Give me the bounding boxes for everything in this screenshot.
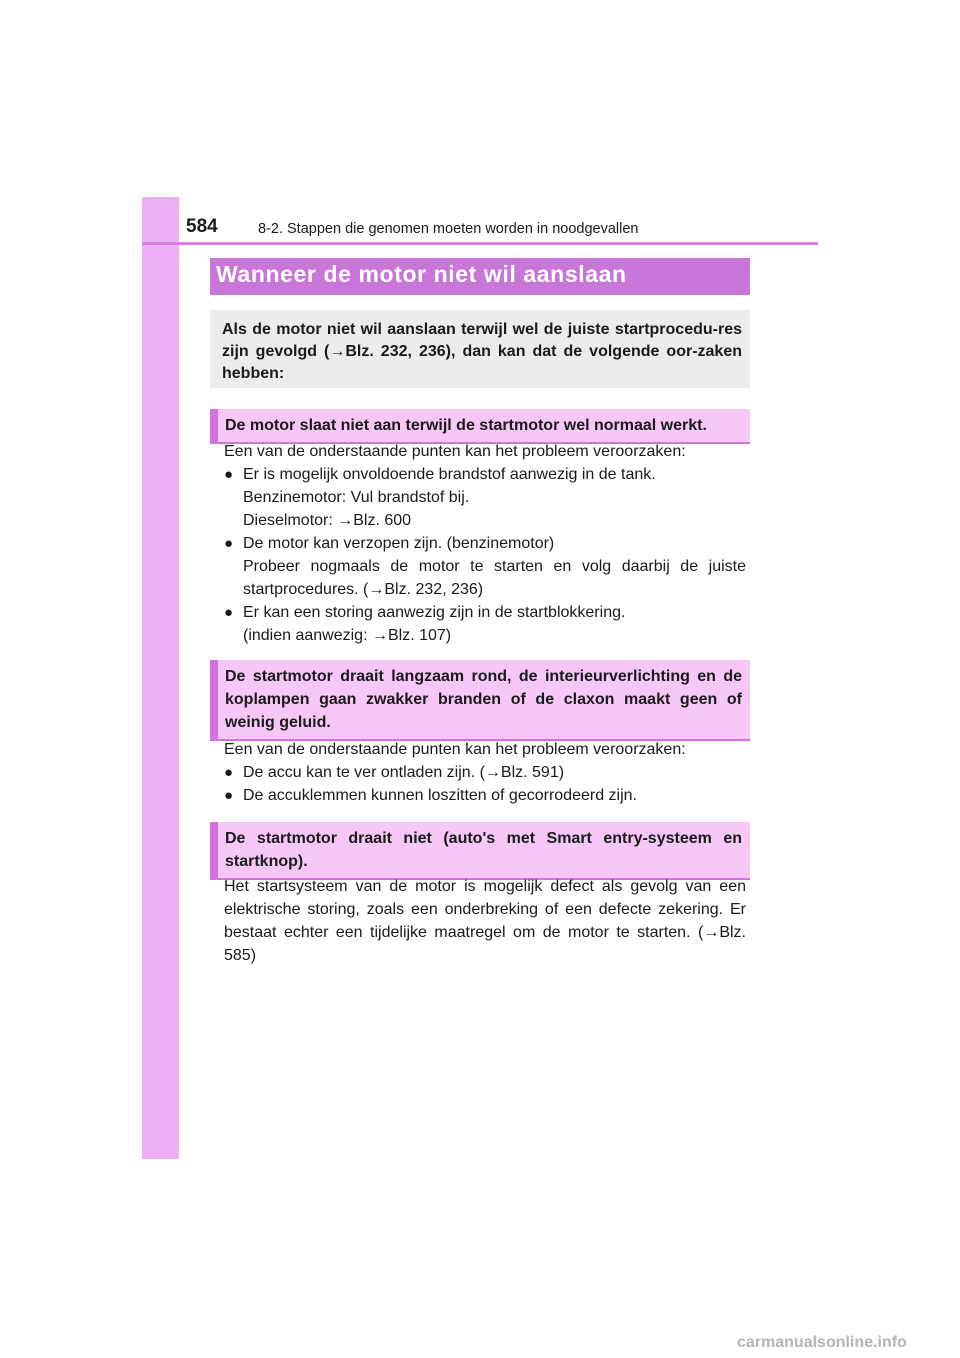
case2-heading: De startmotor draait langzaam rond, de interieurverlichting en de koplampen gaan zwakker branden of de claxon maakt geen of weinig geluid. bbox=[225, 668, 742, 731]
header-rule bbox=[142, 242, 818, 245]
list-item bbox=[224, 761, 746, 784]
intro-box bbox=[210, 310, 750, 388]
list-item bbox=[224, 784, 746, 807]
bullet-text: De accu kan te ver ontladen zijn. (→Blz. 591) bbox=[243, 764, 565, 781]
bullet-text: De accuklemmen kunnen loszitten of gecorrodeerd zijn. bbox=[243, 787, 637, 804]
case1-heading-box bbox=[210, 409, 750, 444]
chapter-side-tab bbox=[142, 197, 179, 1159]
bullet-icon: ● bbox=[224, 604, 234, 621]
case3-body: Het startsysteem van de motor is mogelijk defect als gevolg van een elektrische storing, zoals een onderbreking of een defecte zekering. Er bestaat echter een tijdelijke maatregel om de motor te starten. (→Blz. 585) bbox=[224, 878, 746, 964]
section-title-bar bbox=[210, 258, 750, 295]
case1-heading: De motor slaat niet aan terwijl de startmotor wel normaal werkt. bbox=[225, 417, 707, 434]
bullet-text: De motor kan verzopen zijn. (benzinemotor) bbox=[243, 535, 555, 552]
running-head: 8-2. Stappen die genomen moeten worden in noodgevallen bbox=[258, 221, 639, 237]
bullet-text: Er kan een storing aanwezig zijn in de startblokkering. bbox=[243, 604, 626, 621]
list-item bbox=[224, 532, 746, 601]
bullet-text: Dieselmotor: →Blz. 600 bbox=[243, 512, 412, 529]
bullet-text: Er is mogelijk onvoldoende brandstof aanwezig in de tank. bbox=[243, 466, 656, 483]
case3-heading-box bbox=[210, 822, 750, 880]
bullet-icon: ● bbox=[224, 764, 234, 781]
bullet-text: (indien aanwezig: →Blz. 107) bbox=[243, 627, 452, 644]
case2-body bbox=[224, 738, 746, 807]
case3-heading: De startmotor draait niet (auto's met Smart entry-systeem en startknop). bbox=[225, 830, 742, 870]
page-number: 584 bbox=[186, 216, 218, 237]
list-item bbox=[224, 463, 746, 532]
case1-lead: Een van de onderstaande punten kan het probleem veroorzaken: bbox=[224, 443, 686, 460]
intro-text: Als de motor niet wil aanslaan terwijl wel de juiste startprocedu-res zijn gevolgd (→Blz. 232, 236), dan kan dat de volgende oor-zaken hebben: bbox=[222, 321, 742, 382]
section-title: Wanneer de motor niet wil aanslaan bbox=[216, 261, 627, 287]
bullet-icon: ● bbox=[224, 466, 234, 483]
list-item bbox=[224, 601, 746, 647]
bullet-text: Benzinemotor: Vul brandstof bij. bbox=[243, 489, 470, 506]
case2-lead: Een van de onderstaande punten kan het probleem veroorzaken: bbox=[224, 741, 686, 758]
bullet-text: startprocedures. (→Blz. 232, 236) bbox=[243, 581, 484, 598]
site-watermark: carmanualsonline.info bbox=[737, 1334, 907, 1351]
bullet-icon: ● bbox=[224, 535, 234, 552]
bullet-text: Probeer nogmaals de motor te starten en volg daarbij de juiste bbox=[243, 558, 746, 575]
case1-body bbox=[224, 440, 746, 647]
bullet-icon: ● bbox=[224, 787, 234, 804]
case2-heading-box bbox=[210, 660, 750, 741]
